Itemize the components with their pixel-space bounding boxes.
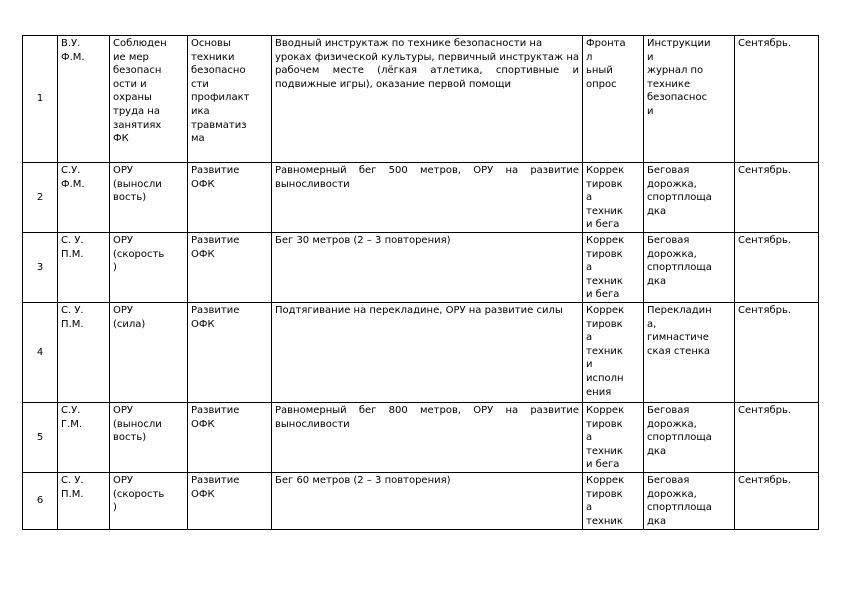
month-cell <box>735 232 819 302</box>
table-row <box>23 36 819 163</box>
equipment-cell <box>644 472 735 529</box>
lesson-type-cell <box>58 232 110 302</box>
row-number-cell <box>23 232 58 302</box>
row-number-text: 3 <box>36 261 44 273</box>
lesson-content-text: Подтягивание на перекладине, ОРУ на развитие силы <box>275 304 563 316</box>
lesson-type-cell <box>58 472 110 529</box>
program-section-cell <box>188 402 272 472</box>
lesson-type-cell <box>58 163 110 233</box>
lesson-goal-cell <box>110 232 188 302</box>
control-form-text: Коррек тировк а техник и бега <box>586 165 625 231</box>
row-number-cell <box>23 302 58 402</box>
program-section-text: Развитие ОФК <box>191 234 240 260</box>
month-text: Сентябрь. <box>738 38 792 49</box>
table-row <box>23 402 819 472</box>
control-form-text: Коррек тировк а техник <box>586 474 625 527</box>
table-row <box>23 302 819 402</box>
equipment-cell <box>644 36 735 163</box>
equipment-text: Беговая дорожка, спортплоща дка <box>647 165 712 217</box>
lesson-content-text: Равномерный бег 500 метров, ОРУ на развитие выносливости <box>275 165 579 190</box>
lesson-goal-text: ОРУ (скорость ) <box>113 474 165 514</box>
program-section-cell <box>188 302 272 402</box>
lesson-type-text: С.У. Ф.М. <box>61 165 85 190</box>
program-section-cell <box>188 36 272 163</box>
program-section-text: Развитие ОФК <box>191 474 240 500</box>
month-text: Сентябрь. <box>738 234 792 246</box>
lesson-goal-cell <box>110 302 188 402</box>
program-section-text: Основы техники безопасно сти профилакт ика травматиз ма <box>191 38 250 145</box>
lesson-goal-cell <box>110 402 188 472</box>
row-number-text: 1 <box>36 93 44 105</box>
equipment-text: Беговая дорожка, спортплоща дка <box>647 474 712 527</box>
row-number-cell <box>23 163 58 233</box>
row-number-cell <box>23 36 58 163</box>
row-number-cell <box>23 402 58 472</box>
table-row <box>23 232 819 302</box>
row-number-text: 5 <box>36 431 44 443</box>
control-form-cell <box>583 302 644 402</box>
lesson-goal-text: ОРУ (скорость ) <box>113 234 165 274</box>
row-number-text: 2 <box>36 191 44 203</box>
row-number-text: 4 <box>36 346 44 358</box>
equipment-cell <box>644 402 735 472</box>
program-section-cell <box>188 472 272 529</box>
row-number-text: 6 <box>36 495 44 507</box>
lesson-content-cell <box>272 36 583 163</box>
control-form-text: Коррек тировк а техник и бега <box>586 404 625 471</box>
lesson-type-text: С.У. Г.М. <box>61 404 83 430</box>
month-cell <box>735 163 819 233</box>
program-section-text: Развитие ОФК <box>191 165 240 190</box>
lesson-goal-text: ОРУ (выносли вость) <box>113 165 162 204</box>
month-cell <box>735 302 819 402</box>
month-cell <box>735 472 819 529</box>
lesson-type-text: С. У. П.М. <box>61 234 84 260</box>
row-number-cell <box>23 472 58 529</box>
control-form-cell <box>583 232 644 302</box>
month-cell <box>735 402 819 472</box>
month-cell <box>735 36 819 163</box>
control-form-text: Коррек тировк а техник и бега <box>586 234 625 301</box>
control-form-cell <box>583 163 644 233</box>
lesson-type-text: В.У. Ф.М. <box>61 38 85 63</box>
program-section-text: Развитие ОФК <box>191 304 240 330</box>
control-form-text: Фронта л ьный опрос <box>586 38 626 90</box>
lesson-plan-table <box>22 35 819 530</box>
lesson-content-cell <box>272 163 583 233</box>
equipment-cell <box>644 163 735 233</box>
lesson-plan-body <box>23 36 819 530</box>
lesson-content-text: Бег 60 метров (2 – 3 повторения) <box>275 474 451 486</box>
lesson-goal-cell <box>110 163 188 233</box>
table-row <box>23 163 819 233</box>
program-section-text: Развитие ОФК <box>191 404 240 430</box>
lesson-goal-cell <box>110 36 188 163</box>
month-text: Сентябрь. <box>738 474 792 486</box>
lesson-goal-text: ОРУ (сила) <box>113 304 146 330</box>
lesson-content-text: Бег 30 метров (2 – 3 повторения) <box>275 234 451 246</box>
lesson-goal-text: Соблюден ие мер безопасн ости и охраны труда на занятиях ФК <box>113 38 167 145</box>
lesson-content-cell <box>272 302 583 402</box>
control-form-cell <box>583 402 644 472</box>
program-section-cell <box>188 163 272 233</box>
control-form-cell <box>583 36 644 163</box>
control-form-cell <box>583 472 644 529</box>
lesson-type-cell <box>58 402 110 472</box>
lesson-content-cell <box>272 472 583 529</box>
equipment-text: Инструкции и журнал по технике безопаснос и <box>647 38 711 117</box>
lesson-content-cell <box>272 232 583 302</box>
lesson-type-cell <box>58 302 110 402</box>
program-section-cell <box>188 232 272 302</box>
lesson-goal-text: ОРУ (выносли вость) <box>113 404 162 444</box>
lesson-type-cell <box>58 36 110 163</box>
month-text: Сентябрь. <box>738 304 792 316</box>
equipment-text: Беговая дорожка, спортплоща дка <box>647 404 712 457</box>
lesson-type-text: С. У. П.М. <box>61 304 84 330</box>
month-text: Сентябрь. <box>738 165 792 176</box>
table-row <box>23 472 819 529</box>
control-form-text: Коррек тировк а техник и исполн ения <box>586 304 625 398</box>
lesson-content-text: Вводный инструктаж по технике безопасности на уроках физической культуры, первичный инструктаж на рабочем месте (лёгкая атлетика, спортивные и подвижные игры), оказание первой помощи <box>275 38 579 90</box>
equipment-text: Беговая дорожка, спортплоща дка <box>647 234 712 287</box>
lesson-goal-cell <box>110 472 188 529</box>
equipment-cell <box>644 232 735 302</box>
equipment-text: Перекладин а, гимнастиче ская стенка <box>647 304 712 357</box>
lesson-type-text: С. У. П.М. <box>61 474 84 500</box>
equipment-cell <box>644 302 735 402</box>
lesson-content-text: Равномерный бег 800 метров, ОРУ на развитие выносливости <box>275 404 579 430</box>
month-text: Сентябрь. <box>738 404 792 416</box>
lesson-content-cell <box>272 402 583 472</box>
